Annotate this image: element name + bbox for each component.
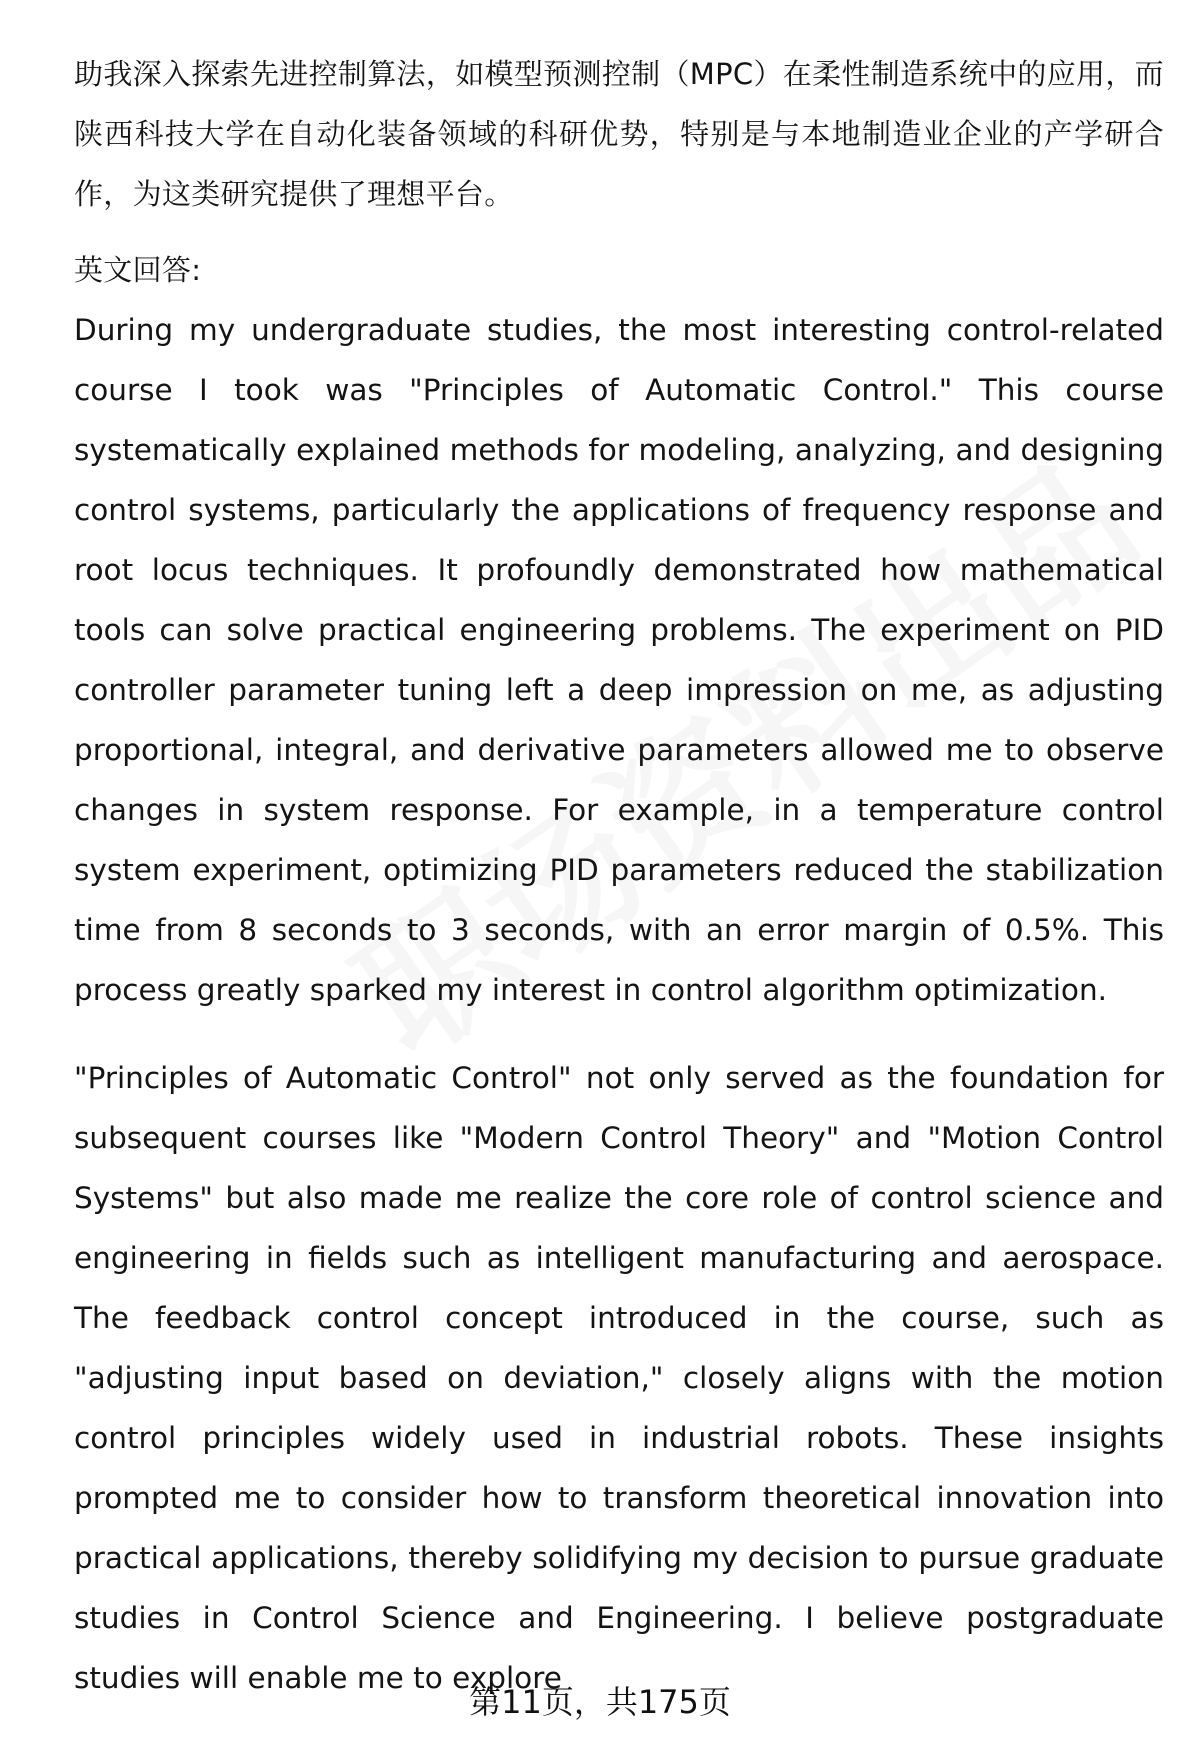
english-paragraph-2: "Principles of Automatic Control" not only served as the foundation for subsequent courses like "Modern Control Theory" and "Motion Control Systems" but also made me realize the core role of control science and engineering in fields such as intelligent manufacturing and aerospace. The feedback control concept introduced in the course, such as "adjusting input based on deviation," closely aligns with the motion control principles widely used in industrial robots. These insights prompted me to consider how to transform theoretical innovation into practical applications, thereby solidifying my decision to pursue graduate studies in Control Science and Engineering. I believe postgraduate studies will enable me to explore — [74, 1061, 1164, 1695]
page-number-footer: 第11页，共175页 — [469, 1683, 731, 1721]
english-answer-heading: 英文回答: — [74, 253, 202, 287]
chinese-paragraph: 助我深入探索先进控制算法，如模型预测控制（MPC）在柔性制造系统中的应用，而陕西科技大学在自动化装备领域的科研优势，特别是与本地制造业企业的产学研合作，为这类研究提供了理想平台。 — [74, 57, 1164, 211]
document-body — [74, 44, 1164, 1708]
english-paragraph-1: During my undergraduate studies, the most interesting control-related course I took was "Principles of Automatic Control." This course systematically explained methods for modeling, analyzing, and designing control systems, particularly the applications of frequency response and root locus techniques. It profoundly demonstrated how mathematical tools can solve practical engineering problems. The experiment on PID controller parameter tuning left a deep impression on me, as adjusting proportional, integral, and derivative parameters allowed me to observe changes in system response. For example, in a temperature control system experiment, optimizing PID parameters reduced the stabilization time from 8 seconds to 3 seconds, with an error margin of 0.5%. This process greatly sparked my interest in control algorithm optimization. — [74, 313, 1164, 1007]
